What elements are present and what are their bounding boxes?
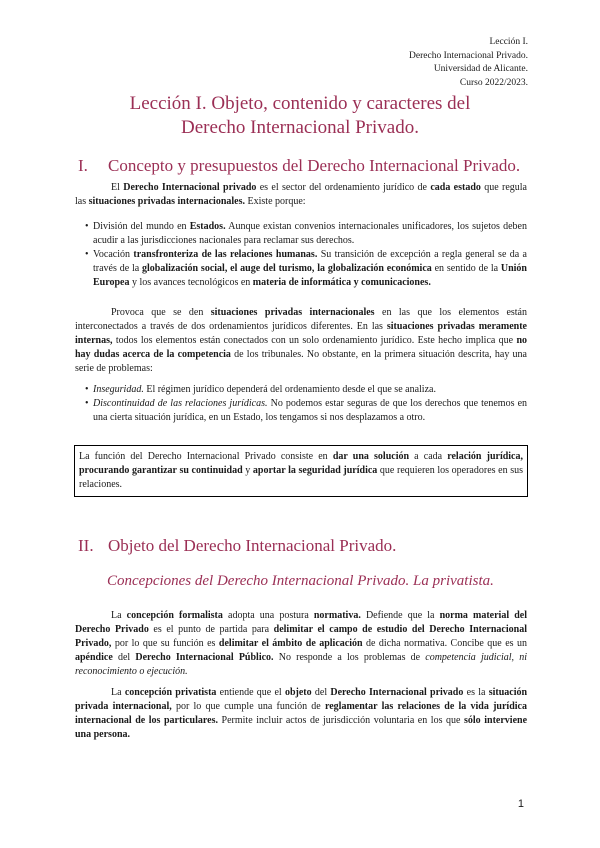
header-line: Universidad de Alicante.: [433, 64, 528, 74]
page-number: 1: [517, 798, 524, 810]
list-item: • División del mundo en Estados. Aunque existan convenios internacionales unificadores, los sujetos deben acudir a las jurisdicciones nacionales para reclamar sus derechos.: [85, 221, 527, 246]
header-line: Derecho Internacional Privado.: [409, 50, 528, 61]
list-item: • Discontinuidad de las relaciones jurídicas. No podemos estar seguras de que los derechos que tenemos en una cierta situación jurídica, en un Estado, los tengamos si nos desplazamos a otro.: [85, 398, 528, 423]
page-header: [409, 36, 528, 90]
section-number: II.: [78, 536, 94, 555]
paragraph: El Derecho Internacional privado es el sector del ordenamiento jurídico de cada estado que regula las situaciones privadas internacionales. Existe porque:: [75, 182, 527, 207]
title-line: Lección I. Objeto, contenido y caracteres del: [129, 93, 471, 114]
bullet-list: [75, 383, 527, 425]
title-line: Derecho Internacional Privado.: [181, 117, 419, 138]
list-item: • Vocación transfronteriza de las relaciones humanas. Su transición de excepción a regla general se da a través de la globalización social, el auge del turismo, la globalización económica en sentido de la Unión Europea y los avances tecnológicos en materia de informática y comunicaciones.: [85, 249, 527, 288]
bullet-icon: •: [85, 398, 89, 409]
bullet-icon: •: [85, 384, 89, 395]
document-title: [60, 92, 540, 140]
bullet-list: [75, 220, 527, 290]
section-title: Objeto del Derecho Internacional Privado.: [108, 536, 397, 555]
highlight-box: La función del Derecho Internacional Privado consiste en dar una solución a cada relación jurídica, procurando garantizar su continuidad y aportar la seguridad jurídica que requieren los operadores en sus relaciones.: [74, 445, 528, 497]
paragraph: Provoca que se den situaciones privadas internacionales en las que los elementos están interconectados a través de dos ordenamientos jurídicos diferentes. En las situaciones privadas meramente internas, todos los elementos están conectados con un solo ordenamiento jurídico. Este hecho implica que no hay dudas acerca de la competencia de los tribunales. No obstante, en la primera situación descrita, hay una serie de problemas:: [75, 307, 527, 374]
subsection-heading: Concepciones del Derecho Internacional Privado. La privatista.: [107, 573, 494, 589]
section-heading: [78, 156, 520, 176]
section-title: Concepto y presupuestos del Derecho Internacional Privado.: [108, 156, 521, 175]
section-number: I.: [78, 156, 88, 175]
section-heading: [78, 536, 396, 556]
paragraph: La concepción formalista adopta una postura normativa. Defiende que la norma material del Derecho Privado es el punto de partida para delimitar el campo de estudio del Derecho Internacional Privado, por lo que su función es delimitar el ámbito de aplicación de dicha normativa. Concibe que es un apéndice del Derecho Internacional Público. No responde a los problemas de competencia judicial, ni reconocimiento o ejecución.: [75, 610, 528, 677]
bullet-icon: •: [85, 249, 89, 260]
bullet-icon: •: [85, 221, 89, 232]
paragraph: La concepción privatista entiende que el objeto del Derecho Internacional privado es la situación privada internacional, por lo que cumple una función de reglamentar las relaciones de la vida jurídica internacional de los particulares. Permite incluir actos de jurisdicción voluntaria en los que sólo interviene una persona.: [75, 687, 528, 740]
header-line: Lección I.: [489, 37, 528, 47]
header-line: Curso 2022/2023.: [459, 77, 528, 88]
list-item: • Inseguridad. El régimen jurídico dependerá del ordenamiento desde el que se analiza.: [85, 384, 436, 395]
